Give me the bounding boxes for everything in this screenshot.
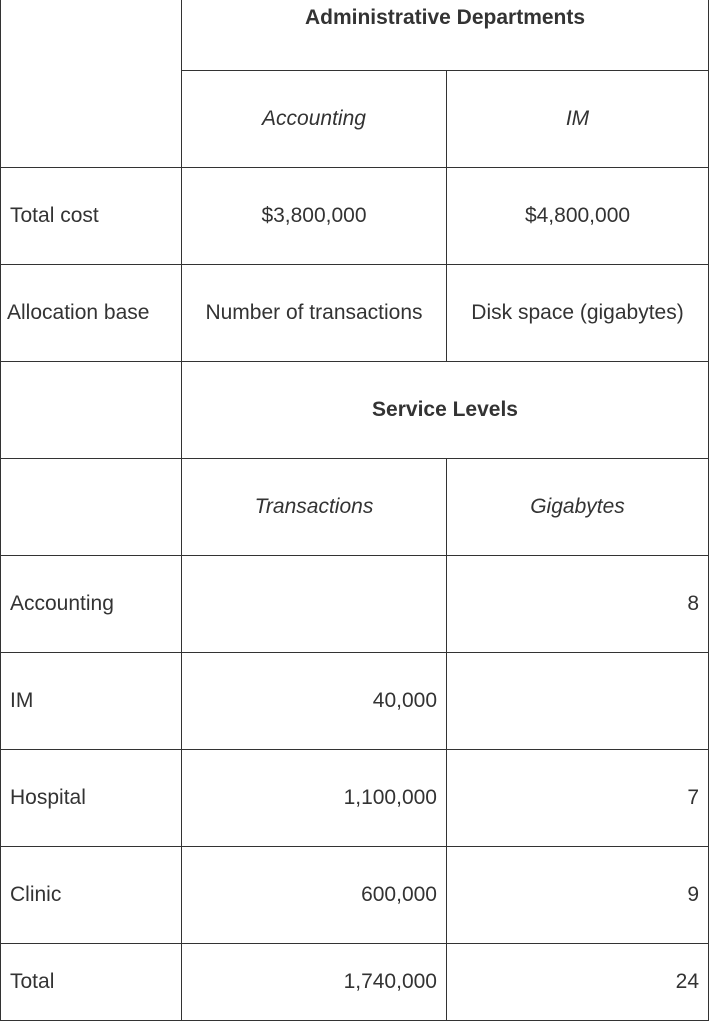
table-row xyxy=(1,847,709,944)
transactions-value: 40,000 xyxy=(182,653,447,750)
allocation-base-accounting: Number of transactions xyxy=(182,265,447,362)
allocation-base-im: Disk space (gigabytes) xyxy=(447,265,709,362)
admin-departments-title: Administrative Departments xyxy=(182,0,709,71)
transactions-value xyxy=(182,556,447,653)
service-levels-row xyxy=(1,362,709,459)
header-corner-cell xyxy=(1,0,182,168)
row-label: Clinic xyxy=(1,847,182,944)
table-row xyxy=(1,750,709,847)
table-row xyxy=(1,653,709,750)
department-im-heading: IM xyxy=(447,71,709,168)
gigabytes-value xyxy=(447,653,709,750)
allocation-base-label: Allocation base xyxy=(1,265,182,362)
total-cost-accounting: $3,800,000 xyxy=(182,168,447,265)
gigabytes-value: 24 xyxy=(447,944,709,1021)
gigabytes-value: 9 xyxy=(447,847,709,944)
service-columns-corner-cell xyxy=(1,459,182,556)
total-cost-label: Total cost xyxy=(1,168,182,265)
department-accounting-heading: Accounting xyxy=(182,71,447,168)
transactions-value: 1,100,000 xyxy=(182,750,447,847)
row-label: IM xyxy=(1,653,182,750)
row-label: Hospital xyxy=(1,750,182,847)
header-row xyxy=(1,0,709,71)
allocation-base-row xyxy=(1,265,709,362)
service-levels-title: Service Levels xyxy=(182,362,709,459)
row-label: Total xyxy=(1,944,182,1021)
total-cost-row xyxy=(1,168,709,265)
row-label: Accounting xyxy=(1,556,182,653)
gigabytes-heading: Gigabytes xyxy=(447,459,709,556)
transactions-heading: Transactions xyxy=(182,459,447,556)
transactions-value: 1,740,000 xyxy=(182,944,447,1021)
gigabytes-value: 7 xyxy=(447,750,709,847)
gigabytes-value: 8 xyxy=(447,556,709,653)
transactions-value: 600,000 xyxy=(182,847,447,944)
total-row xyxy=(1,944,709,1021)
service-levels-corner-cell xyxy=(1,362,182,459)
table-row xyxy=(1,556,709,653)
service-columns-row xyxy=(1,459,709,556)
total-cost-im: $4,800,000 xyxy=(447,168,709,265)
